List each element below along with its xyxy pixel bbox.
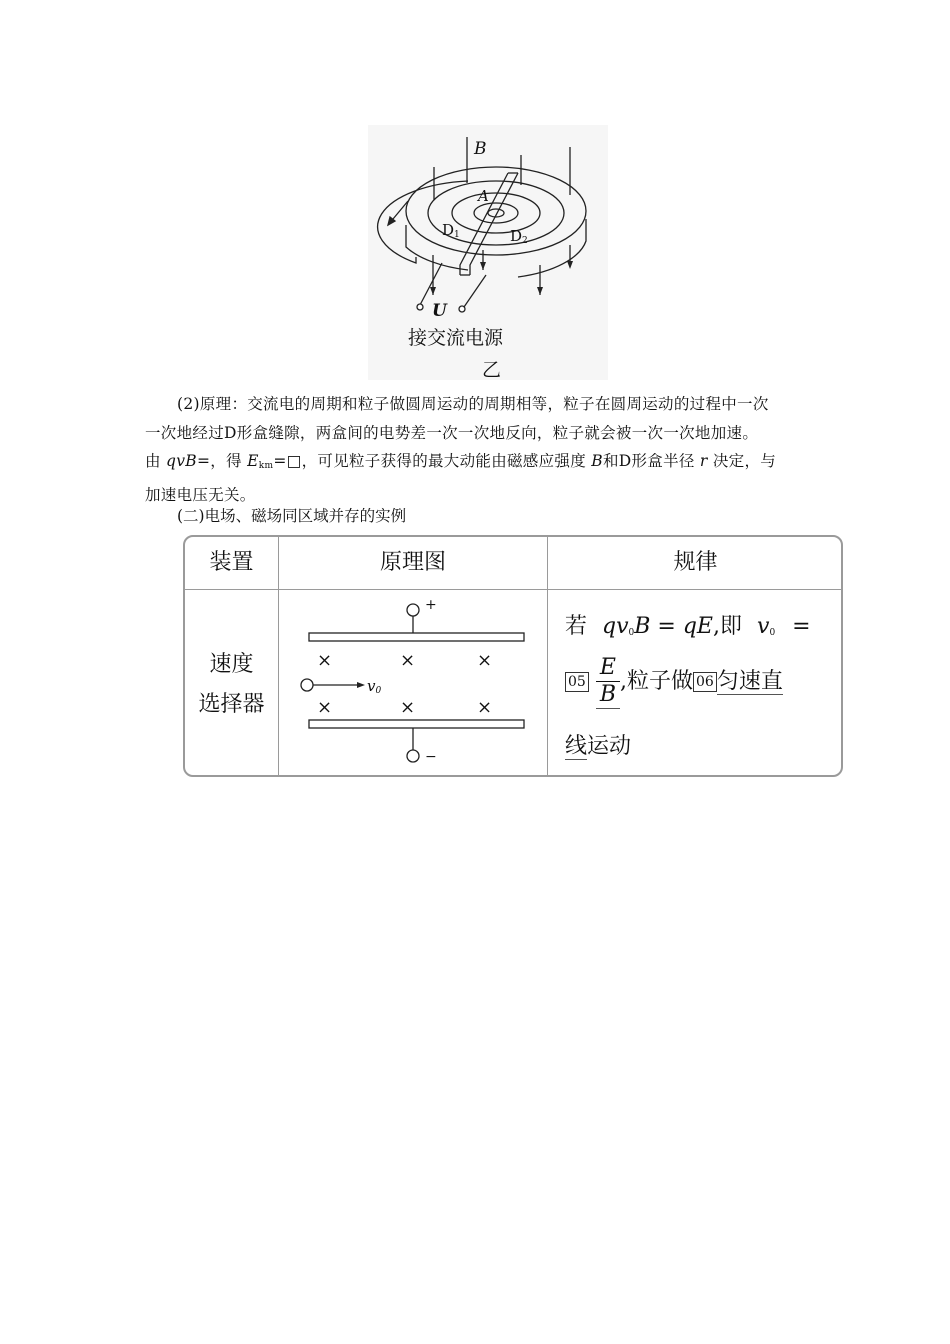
header-rule: 规律	[673, 550, 718, 575]
header-device: 装置	[209, 550, 254, 575]
lower-plate	[309, 720, 524, 728]
cross-mark: ×	[317, 697, 333, 718]
principle-line-2: 一次地经过D形盒缝隙，两盒间的电势差一次一次地反向，粒子就会被一次一次地加速。	[145, 423, 759, 442]
velocity-label: $v_0$	[367, 677, 382, 696]
velocity-selector-diagram	[279, 590, 547, 777]
minus-label: −	[425, 749, 437, 765]
principle-paragraph	[145, 390, 810, 509]
rule-line-2: 05 $\frac{E}{B}$ ,粒子做 06 匀速直	[565, 655, 783, 709]
blank-06: 06	[693, 672, 717, 692]
label-a: A	[478, 187, 489, 205]
plus-terminal	[407, 604, 419, 616]
header-diagram: 原理图	[379, 550, 446, 575]
section-title: (二)电场、磁场同区域并存的实例	[177, 507, 407, 525]
particle	[301, 679, 313, 691]
cross-mark: ×	[477, 650, 493, 671]
cross-mark: ×	[400, 650, 416, 671]
cyclotron-figure	[368, 125, 608, 380]
principle-line-1: (2)原理：交流电的周期和粒子做圆周运动的周期相等，粒子在圆周运动的过程中一次	[177, 395, 769, 413]
principle-line-3: 由 qvB=，得 $E_{km}=□$，可见粒子获得的最大动能由磁感应强度 B和D形盒半径 r 决定，与	[145, 452, 777, 471]
label-d1: $D_1$	[442, 221, 460, 240]
label-d2: $D_2$	[510, 227, 528, 246]
plus-label: +	[425, 597, 437, 613]
label-u: U	[432, 301, 447, 321]
cross-mark: ×	[477, 697, 493, 718]
cross-mark: ×	[317, 650, 333, 671]
minus-terminal	[407, 750, 419, 762]
blank-05: 05	[565, 672, 589, 692]
principle-line-4: 加速电压无关。	[145, 485, 256, 504]
fraction-e-over-b: $\frac{E}{B}$	[596, 655, 620, 709]
rule-line-1: 若 $qv_0B$ = qE,即 $v_0$ =	[565, 614, 811, 639]
cross-mark: ×	[400, 697, 416, 718]
figure-caption: 接交流电源	[408, 327, 504, 349]
outer-ring	[406, 167, 586, 255]
rule-line-3: 线运动	[565, 734, 632, 759]
figure-subcaption: 乙	[482, 359, 502, 381]
device-name: 速度 选择器	[198, 652, 265, 717]
label-b: B	[474, 139, 487, 159]
upper-plate	[309, 633, 524, 641]
example-table	[183, 535, 843, 777]
